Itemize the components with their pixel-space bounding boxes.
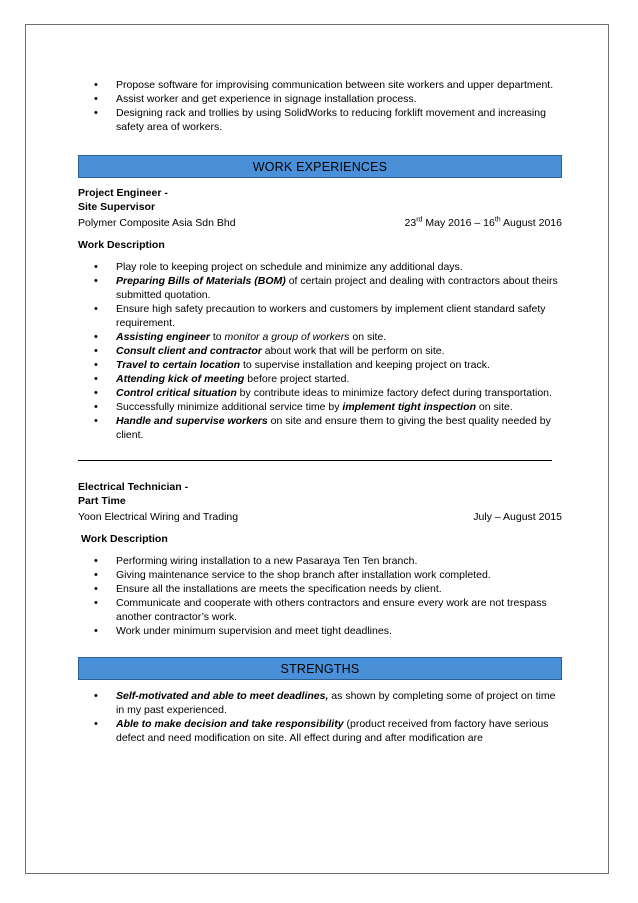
strengths-bullet-list xyxy=(78,689,562,745)
list-item: • Communicate and cooperate with others contractors and ensure every work are not trespass another contractor’s work. xyxy=(78,596,562,624)
list-item: • Consult client and contractor about work that will be perform on site. xyxy=(78,344,562,358)
job1-bullet-list xyxy=(78,260,562,442)
intro-bullet-list xyxy=(78,78,562,134)
section-title: STRENGTHS xyxy=(280,661,360,676)
list-item: • Ensure high safety precaution to workers and customers by implement client standard safety requirement. xyxy=(78,302,562,330)
list-item xyxy=(78,106,562,134)
list-item: • Control critical situation by contribute ideas to minimize factory defect during transportation. xyxy=(78,386,562,400)
work-experiences-header xyxy=(78,155,562,178)
job1-dates: 23rd May 2016 – 16th August 2016 xyxy=(404,216,562,229)
job1-title-line1: Project Engineer - xyxy=(78,187,168,199)
list-item: • Assisting engineer to monitor a group of workers on site. xyxy=(78,330,562,344)
list-item: • Attending kick of meeting before project started. xyxy=(78,372,562,386)
list-item: • Performing wiring installation to a new Pasaraya Ten Ten branch. xyxy=(78,554,562,568)
job2-company-row xyxy=(78,510,562,524)
job2-bullet-list xyxy=(78,554,562,638)
job2-title-line1: Electrical Technician - xyxy=(78,481,189,493)
list-item: • Successfully minimize additional service time by implement tight inspection on site. xyxy=(78,400,562,414)
list-item xyxy=(78,78,562,92)
list-item: • Self-motivated and able to meet deadlines, as shown by completing some of project on time in my past experienced. xyxy=(78,689,562,717)
job1-company: Polymer Composite Asia Sdn Bhd xyxy=(78,217,236,229)
list-item: • Play role to keeping project on schedule and minimize any additional days. xyxy=(78,260,562,274)
resume-content xyxy=(78,78,562,745)
list-item: • Giving maintenance service to the shop branch after installation work completed. xyxy=(78,568,562,582)
bullet-text: Assist worker and get experience in signage installation process. xyxy=(116,93,417,105)
job2-dates: July – August 2015 xyxy=(473,511,562,523)
job2-company: Yoon Electrical Wiring and Trading xyxy=(78,511,239,523)
list-item: • Work under minimum supervision and meet tight deadlines. xyxy=(78,624,562,638)
list-item: • Handle and supervise workers on site and ensure them to giving the best quality needed by client. xyxy=(78,414,562,442)
bullet-text: Designing rack and trollies by using SolidWorks to reducing forklift movement and increasing safety area of workers. xyxy=(116,107,546,133)
job1-desc-label: Work Description xyxy=(78,239,165,251)
list-item: • Ensure all the installations are meets the specification needs by client. xyxy=(78,582,562,596)
section-title: WORK EXPERIENCES xyxy=(252,159,388,174)
list-item xyxy=(78,92,562,106)
job2-desc-label: Work Description xyxy=(81,533,168,545)
bullet-text: Propose software for improvising communication between site workers and upper department. xyxy=(116,79,554,91)
list-item: • Travel to certain location to supervise installation and keeping project on track. xyxy=(78,358,562,372)
list-item: • Able to make decision and take responsibility (product received from factory have serious defect and need modification on site. All effect during and after modification are xyxy=(78,717,562,745)
strengths-header xyxy=(78,657,562,680)
list-item: • Preparing Bills of Materials (BOM) of certain project and dealing with contractors about theirs submitted quotation. xyxy=(78,274,562,302)
job1-company-row xyxy=(78,216,562,230)
job1-title-line2: Site Supervisor xyxy=(78,201,156,213)
job2-title-line2: Part Time xyxy=(78,495,126,507)
